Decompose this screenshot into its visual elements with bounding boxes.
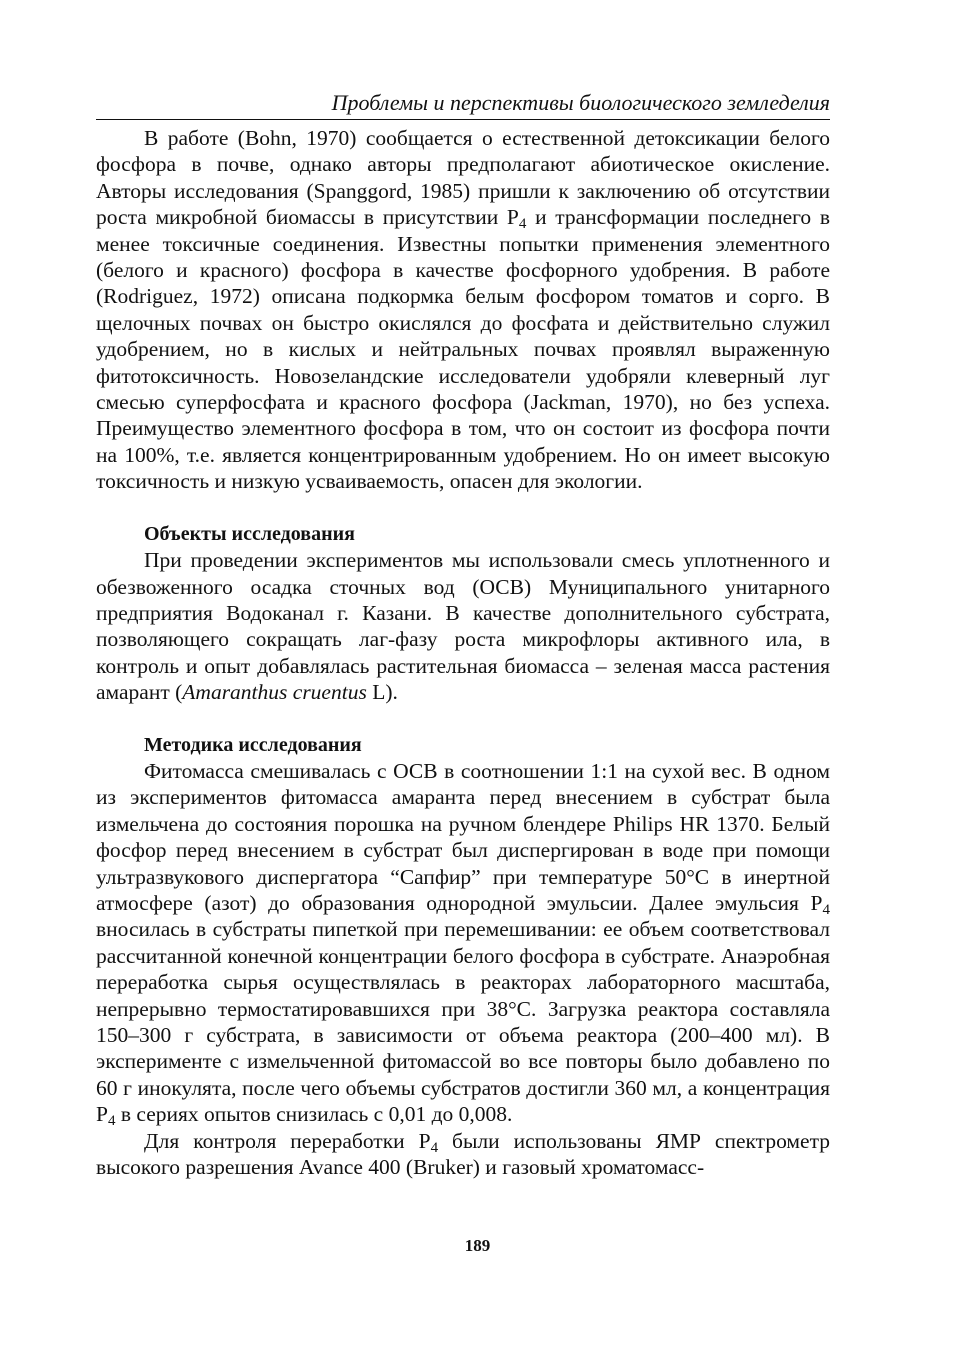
species-name: Amaranthus cruentus <box>182 680 367 705</box>
text-run: вносилась в субстраты пипеткой при перемешивании: ее объем соответствовал рассчитанной конечной концентрации белого фосфора в субстрате. Анаэробная переработка сырья осуществлялась в реакторах лабораторного масштаба, непрерывно термостатировавшихся при 38°C. Загрузка реактора составляла 150–300 г субстрата, в зависимости от объема реактора (200–400 мл). В эксперименте с измельченной фитомассой во все повторы было добавлено по 60 г инокулята, после чего объемы субстратов достигли 360 мл, а концентрация P <box>96 917 830 1127</box>
paragraph-analysis <box>96 1128 830 1181</box>
text-run: и трансформации последнего в менее токсичные соединения. Известны попытки применения элементного (белого и красного) фосфора в качестве фосфорного удобрения. В работе (Rodriguez, 1972) описана подкормка белым фосфором томатов и сорго. В щелочных почвах он быстро окислялся до фосфата и действительно служил удобрением, но в кислых и нейтральных почвах проявлял выраженную фитотоксичность. Новозеландские исследователи удобряли клеверный луг смесью суперфосфата и красного фосфора (Jackman, 1970), но без успеха. Преимущество элементного фосфора в том, что он состоит из фосфора почти на 100%, т.е. является концентрированным удобрением. Но он имеет высокую токсичность и низкую усваиваемость, опасен для экологии. <box>96 205 830 494</box>
subscript: 4 <box>430 1139 439 1156</box>
subscript: 4 <box>518 215 527 232</box>
text-run: При проведении экспериментов мы использовали смесь уплотненного и обезвоженного осадка сточных вод (ОСВ) Муниципального унитарного предприятия Водоканал г. Казани. В качестве дополнительного субстрата, позволяющего сокращать лаг-фазу роста микрофлоры активного ила, в контроль и опыт добавлялась растительная биомасса – зеленая масса растения амарант ( <box>96 548 830 705</box>
text-run: в сериях опытов снизилась с 0,01 до 0,008. <box>115 1102 513 1127</box>
text-run: В работе (Bohn, 1970) сообщается о естественной детоксикации белого фосфора в почве, однако авторы предполагают абиотическое окисление. Авторы исследования (Spanggord, 1985) пришли к заключению об отсутствии роста микробной биомассы в присутствии P <box>96 126 830 230</box>
page-number: 189 <box>464 1236 491 1255</box>
running-title: Проблемы и перспективы биологического земледелия <box>96 90 830 120</box>
section-heading-methods: Методика исследования <box>144 733 362 756</box>
subscript: 4 <box>822 901 830 918</box>
paragraph-objects <box>96 547 830 705</box>
body-text <box>96 125 830 1180</box>
text-run: были использованы ЯМР спектрометр высокого разрешения Avance 400 (Bruker) и газовый хроматомасс- <box>96 1128 830 1180</box>
text-run: Для контроля переработки P <box>144 1128 431 1153</box>
text-run: L). <box>366 680 398 705</box>
section-heading-objects: Объекты исследования <box>144 522 355 545</box>
subscript: 4 <box>107 1112 116 1129</box>
paragraph-methods <box>96 758 830 1128</box>
paragraph-literature-review <box>96 125 830 495</box>
text-run: Фитомасса смешивалась с ОСВ в соотношении 1:1 на сухой вес. В одном из экспериментов фитомасса амаранта перед внесением в субстрат была измельчена до состояния порошка на ручном блендере Philips HR 1370. Белый фосфор перед внесением в субстрат был диспергирован в воде при помощи ультразвукового диспергатора “Сапфир” при температуре 50°C в инертной атмосфере (азот) до образования однородной эмульсии. Далее эмульсия P <box>96 758 830 915</box>
